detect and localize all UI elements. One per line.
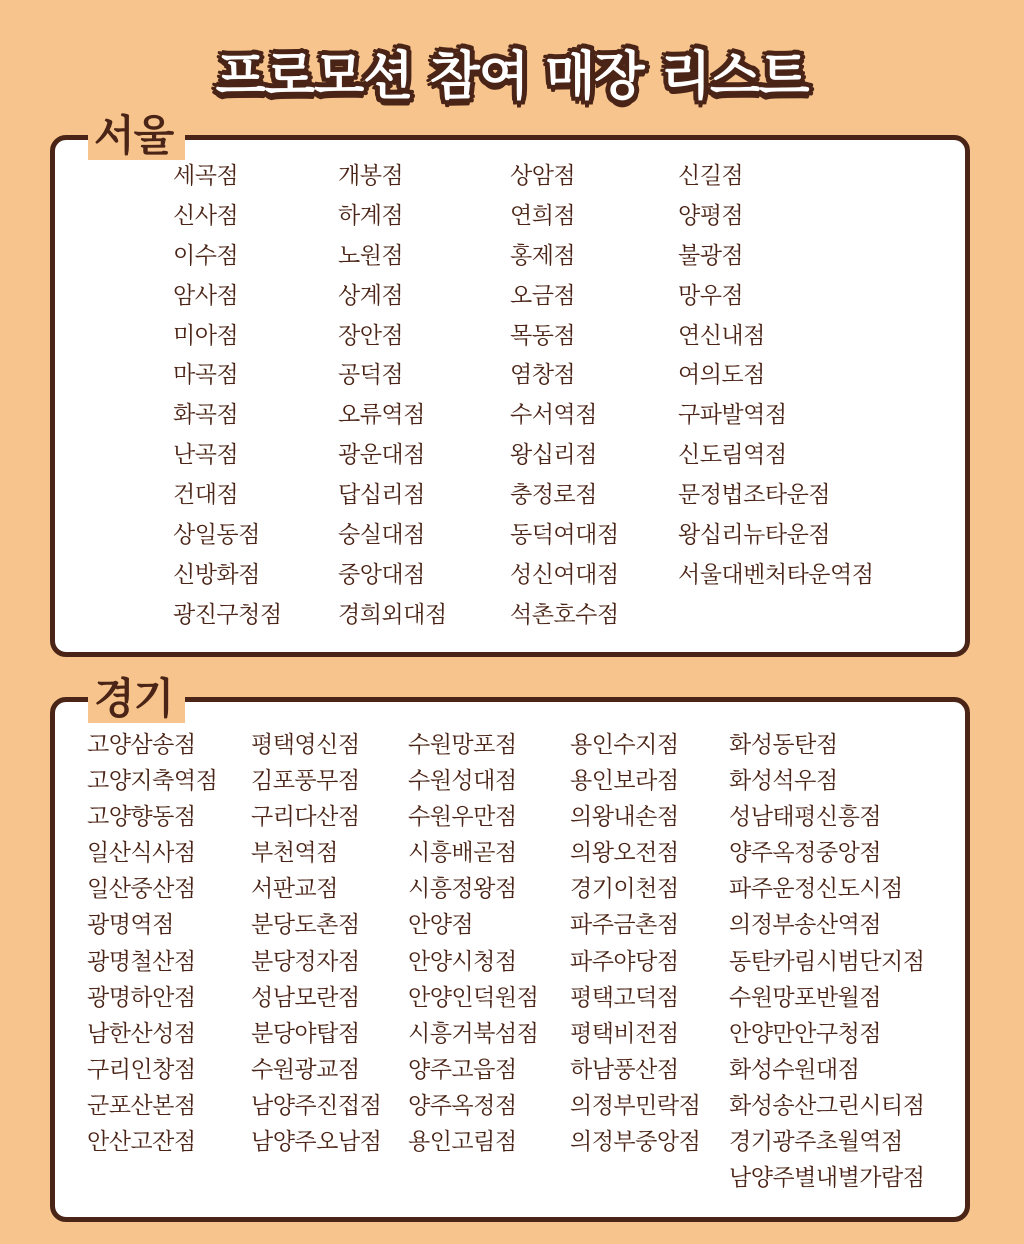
store-name: 일산중산점 [87,876,196,903]
store-name: 분당정자점 [251,948,360,975]
store-name: 양평점 [678,202,744,229]
store-name: 일산식사점 [87,840,196,867]
store-name: 남양주오남점 [251,1129,382,1156]
store-name: 성남태평신흥점 [729,804,882,831]
store-name: 시흥배곧점 [408,840,517,867]
store-name: 안양만안구청점 [729,1020,882,1047]
store-name: 왕십리뉴타운점 [678,522,831,549]
store-name: 광운대점 [338,442,425,469]
store-name: 파주야당점 [570,948,679,975]
store-name: 화곡점 [173,402,239,429]
store-name: 의정부민락점 [570,1092,701,1119]
store-name: 이수점 [173,242,239,269]
store-name: 건대점 [173,482,239,509]
store-name: 공덕점 [338,362,404,389]
store-name: 경기광주초월역점 [729,1129,903,1156]
store-name: 불광점 [678,242,744,269]
store-name: 용인수지점 [570,732,679,758]
store-name: 광진구청점 [173,601,282,628]
store-name: 양주옥정점 [408,1092,517,1119]
store-name: 연신내점 [678,322,765,349]
store-name: 목동점 [510,322,576,349]
store-name: 화성송산그린시티점 [729,1092,925,1119]
store-name: 분당도촌점 [251,912,360,939]
gyeonggi-column [570,727,700,1160]
store-name: 남양주별내별가람점 [729,1165,925,1192]
store-name: 난곡점 [173,442,239,469]
store-name: 경희외대점 [338,601,447,628]
store-name: 홍제점 [510,242,576,269]
store-name: 신사점 [173,202,239,229]
store-name: 개봉점 [338,163,404,189]
store-name: 성남모란점 [251,984,360,1011]
store-name: 의정부송산역점 [729,912,882,939]
store-name: 구리다산점 [251,804,360,831]
store-name: 충정로점 [510,482,597,509]
store-name: 수원망포반월점 [729,984,882,1011]
seoul-column [510,157,619,636]
store-name: 수원우만점 [408,804,517,831]
store-name: 동탄카림시범단지점 [729,948,925,975]
seoul-column [173,157,282,636]
store-name: 답십리점 [338,482,425,509]
store-name: 여의도점 [678,362,765,389]
gyeonggi-column [87,727,217,1160]
store-name: 마곡점 [173,362,239,389]
store-name: 신방화점 [173,561,260,588]
store-name: 파주금촌점 [570,912,679,939]
store-name: 김포풍무점 [251,768,360,795]
store-name: 안산고잔점 [87,1129,196,1156]
store-name: 경기이천점 [570,876,679,903]
store-name: 세곡점 [173,163,239,189]
store-name: 용인보라점 [570,768,679,795]
store-name: 평택비전점 [570,1020,679,1047]
store-name: 의왕내손점 [570,804,679,831]
store-name: 수원광교점 [251,1056,360,1083]
store-name: 왕십리점 [510,442,597,469]
store-name: 노원점 [338,242,404,269]
store-name: 남양주진접점 [251,1092,382,1119]
store-name: 용인고림점 [408,1129,517,1156]
store-name: 광명역점 [87,912,174,939]
store-name: 안양시청점 [408,948,517,975]
store-name: 문정법조타운점 [678,482,831,509]
region-label-gyeonggi: 경기 [88,675,185,723]
store-name: 연희점 [510,202,576,229]
store-name: 의정부중앙점 [570,1129,701,1156]
store-name: 안양인덕원점 [408,984,539,1011]
store-name: 신길점 [678,163,744,189]
store-name: 구리인창점 [87,1056,196,1083]
store-name: 구파발역점 [678,402,787,429]
store-name: 하계점 [338,202,404,229]
store-name: 수원망포점 [408,732,517,758]
store-name: 광명하안점 [87,984,196,1011]
store-name: 수서역점 [510,402,597,429]
store-name: 상계점 [338,282,404,309]
store-name: 성신여대점 [510,561,619,588]
store-name: 광명철산점 [87,948,196,975]
store-name: 상일동점 [173,522,260,549]
store-name: 암사점 [173,282,239,309]
store-name: 고양삼송점 [87,732,196,758]
page-title: 프로모션 참여 매장 리스트 [215,47,809,107]
store-name: 장안점 [338,322,404,349]
store-name: 평택고덕점 [570,984,679,1011]
store-name: 오류역점 [338,402,425,429]
store-name: 양주고읍점 [408,1056,517,1083]
seoul-column [338,157,447,636]
store-name: 석촌호수점 [510,601,619,628]
seoul-column [678,157,873,596]
store-name: 수원성대점 [408,768,517,795]
store-name: 시흥거북섬점 [408,1020,539,1047]
store-name: 오금점 [510,282,576,309]
store-name: 화성석우점 [729,768,838,795]
store-name: 서판교점 [251,876,338,903]
gyeonggi-column [729,727,924,1196]
store-name: 동덕여대점 [510,522,619,549]
store-name: 서울대벤처타운역점 [678,561,874,588]
store-name: 안양점 [408,912,474,939]
gyeonggi-column [408,727,538,1160]
store-name: 숭실대점 [338,522,425,549]
gyeonggi-column [251,727,381,1160]
store-name: 신도림역점 [678,442,787,469]
store-name: 평택영신점 [251,732,360,758]
store-name: 화성수원대점 [729,1056,860,1083]
store-name: 분당야탑점 [251,1020,360,1047]
store-name: 고양향동점 [87,804,196,831]
store-name: 의왕오전점 [570,840,679,867]
store-name: 상암점 [510,163,576,189]
store-name: 고양지축역점 [87,768,218,795]
store-name: 양주옥정중앙점 [729,840,882,867]
store-name: 염창점 [510,362,576,389]
store-name: 화성동탄점 [729,732,838,758]
store-name: 망우점 [678,282,744,309]
store-name: 시흥정왕점 [408,876,517,903]
region-label-seoul: 서울 [88,112,185,160]
store-name: 중앙대점 [338,561,425,588]
store-name: 파주운정신도시점 [729,876,903,903]
store-name: 군포산본점 [87,1092,196,1119]
store-name: 하남풍산점 [570,1056,679,1083]
store-name: 남한산성점 [87,1020,196,1047]
store-name: 부천역점 [251,840,338,867]
store-name: 미아점 [173,322,239,349]
